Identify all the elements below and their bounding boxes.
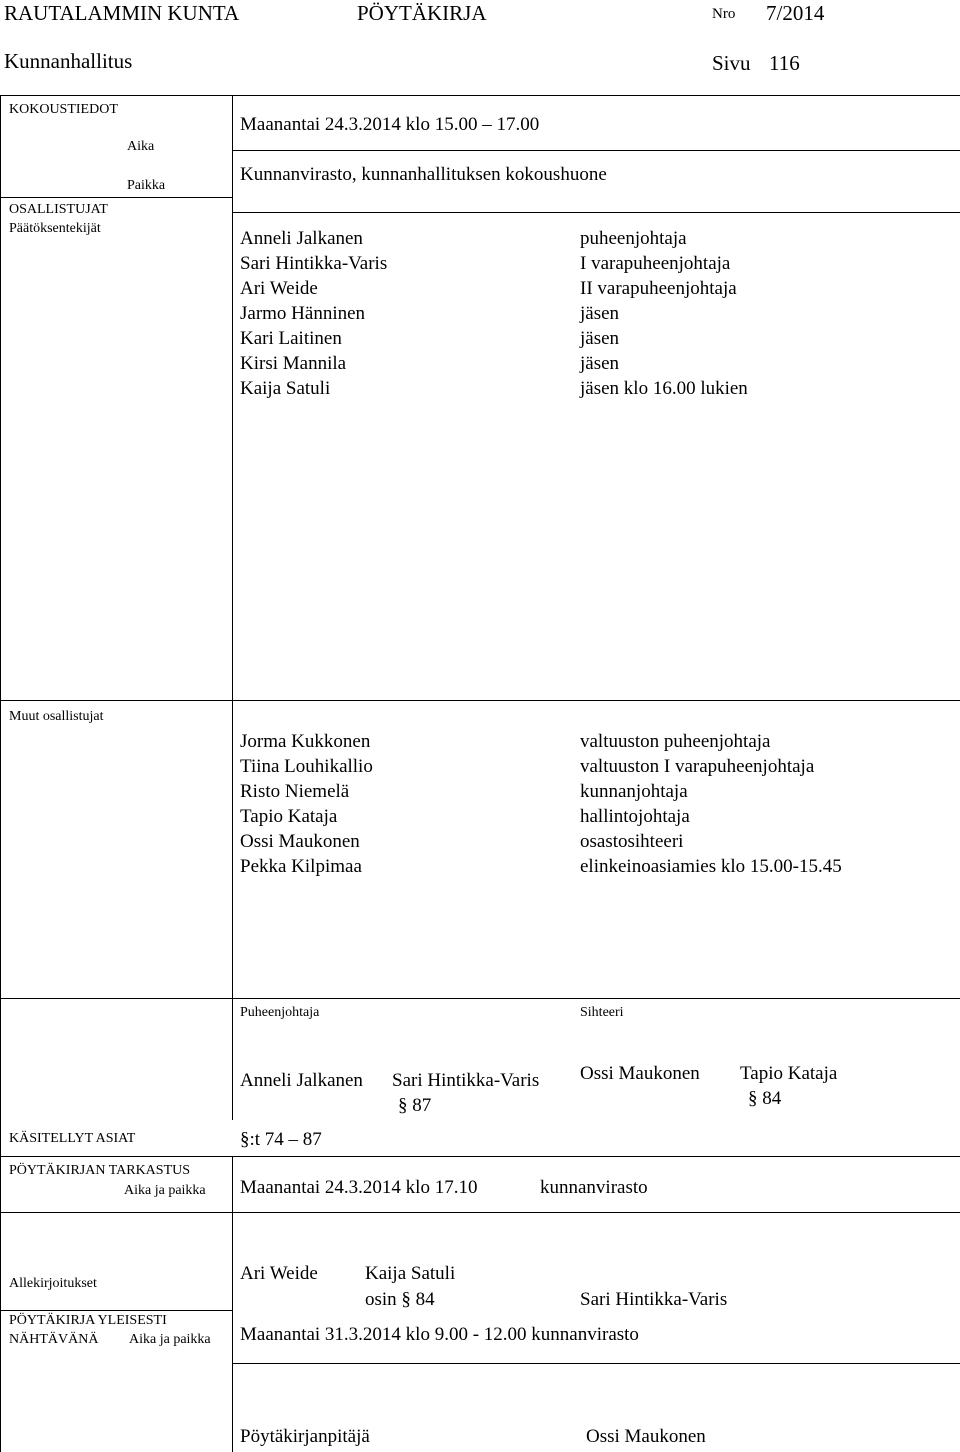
participant-name: Jorma Kukkonen (240, 731, 371, 752)
chair-label: Puheenjohtaja (240, 1005, 320, 1020)
participant-role: valtuuston puheenjohtaja (580, 731, 771, 752)
page-number: 116 (769, 51, 800, 75)
rule (0, 1156, 960, 1157)
member-role: jäsen klo 16.00 lukien (580, 378, 748, 399)
rule (0, 95, 1, 1452)
handled-items-label: KÄSITELLYT ASIAT (9, 1131, 136, 1146)
review-time: Maanantai 24.3.2014 klo 17.10 (240, 1177, 478, 1198)
member-name: Sari Hintikka-Varis (240, 253, 388, 274)
public-display-label: PÖYTÄKIRJA YLEISESTI (9, 1313, 167, 1328)
signatures-label: Allekirjoitukset (9, 1276, 97, 1291)
handled-items-value: §:t 74 – 87 (240, 1129, 322, 1150)
meeting-place: Kunnanvirasto, kunnanhallituksen kokoushuone (240, 164, 607, 185)
document-type: PÖYTÄKIRJA (357, 1, 487, 25)
place-label: Paikka (127, 178, 166, 193)
chair-section-note: § 87 (398, 1095, 432, 1116)
rule (0, 998, 960, 999)
member-name: Kari Laitinen (240, 328, 342, 349)
rule (0, 700, 960, 701)
member-role: puheenjohtaja (580, 228, 687, 249)
rule (232, 95, 233, 701)
review-label: PÖYTÄKIRJAN TARKASTUS (9, 1163, 191, 1178)
member-role: jäsen (580, 353, 620, 374)
participant-name: Tapio Kataja (240, 806, 338, 827)
participant-role: osastosihteeri (580, 831, 684, 852)
participant-role: hallintojohtaja (580, 806, 690, 827)
page-label: Sivu (712, 51, 751, 75)
rule (0, 95, 960, 96)
secretary-section-note: § 84 (748, 1088, 782, 1109)
secretary-signature-1: Ossi Maukonen (580, 1063, 700, 1084)
signer-2: Kaija Satuli (365, 1263, 456, 1284)
member-name: Anneli Jalkanen (240, 228, 363, 249)
participant-role: valtuuston I varapuheenjohtaja (580, 756, 815, 777)
member-role: II varapuheenjohtaja (580, 278, 737, 299)
chair-signature-2: Sari Hintikka-Varis (392, 1070, 540, 1091)
member-role: I varapuheenjohtaja (580, 253, 731, 274)
participant-name: Risto Niemelä (240, 781, 350, 802)
participants-label: OSALLISTUJAT (9, 202, 108, 217)
rule (232, 150, 960, 151)
review-place: kunnanvirasto (540, 1177, 648, 1198)
participant-role: elinkeinoasiamies klo 15.00-15.45 (580, 856, 842, 877)
minutes-keeper-label: Pöytäkirjanpitäjä (240, 1426, 370, 1447)
meeting-time: Maanantai 24.3.2014 klo 15.00 – 17.00 (240, 114, 540, 135)
public-display-label-2: NÄHTÄVÄNÄ (9, 1332, 99, 1347)
rule (232, 700, 233, 1120)
public-time-place-label: Aika ja paikka (129, 1332, 211, 1347)
participant-role: kunnanjohtaja (580, 781, 688, 802)
minutes-keeper-name: Ossi Maukonen (586, 1426, 706, 1447)
signer-3: Sari Hintikka-Varis (580, 1289, 728, 1310)
decision-makers-label: Päätöksentekijät (9, 221, 101, 236)
governing-body: Kunnanhallitus (4, 49, 133, 73)
member-name: Ari Weide (240, 278, 318, 299)
rule (0, 197, 232, 198)
rule (232, 1363, 960, 1364)
member-name: Kirsi Mannila (240, 353, 347, 374)
other-participants-label: Muut osallistujat (9, 709, 104, 724)
member-role: jäsen (580, 303, 620, 324)
meeting-info-label: KOKOUSTIEDOT (9, 102, 118, 117)
review-time-place-label: Aika ja paikka (124, 1183, 206, 1198)
participant-name: Tiina Louhikallio (240, 756, 373, 777)
signer-1: Ari Weide (240, 1263, 318, 1284)
member-name: Jarmo Hänninen (240, 303, 366, 324)
participant-name: Pekka Kilpimaa (240, 856, 362, 877)
public-display-value: Maanantai 31.3.2014 klo 9.00 - 12.00 kunnanvirasto (240, 1324, 639, 1345)
rule (0, 1212, 960, 1213)
rule (232, 1156, 233, 1452)
member-role: jäsen (580, 328, 620, 349)
time-label: Aika (127, 139, 155, 154)
document-number: 7/2014 (766, 1, 825, 25)
chair-signature-1: Anneli Jalkanen (240, 1070, 363, 1091)
secretary-label: Sihteeri (580, 1005, 624, 1020)
member-name: Kaija Satuli (240, 378, 331, 399)
signer-2-note: osin § 84 (365, 1289, 435, 1310)
rule (0, 1310, 232, 1311)
rule (232, 212, 960, 213)
participant-name: Ossi Maukonen (240, 831, 360, 852)
organization-name: RAUTALAMMIN KUNTA (4, 1, 240, 25)
secretary-signature-2: Tapio Kataja (740, 1063, 838, 1084)
number-label: Nro (712, 6, 736, 22)
